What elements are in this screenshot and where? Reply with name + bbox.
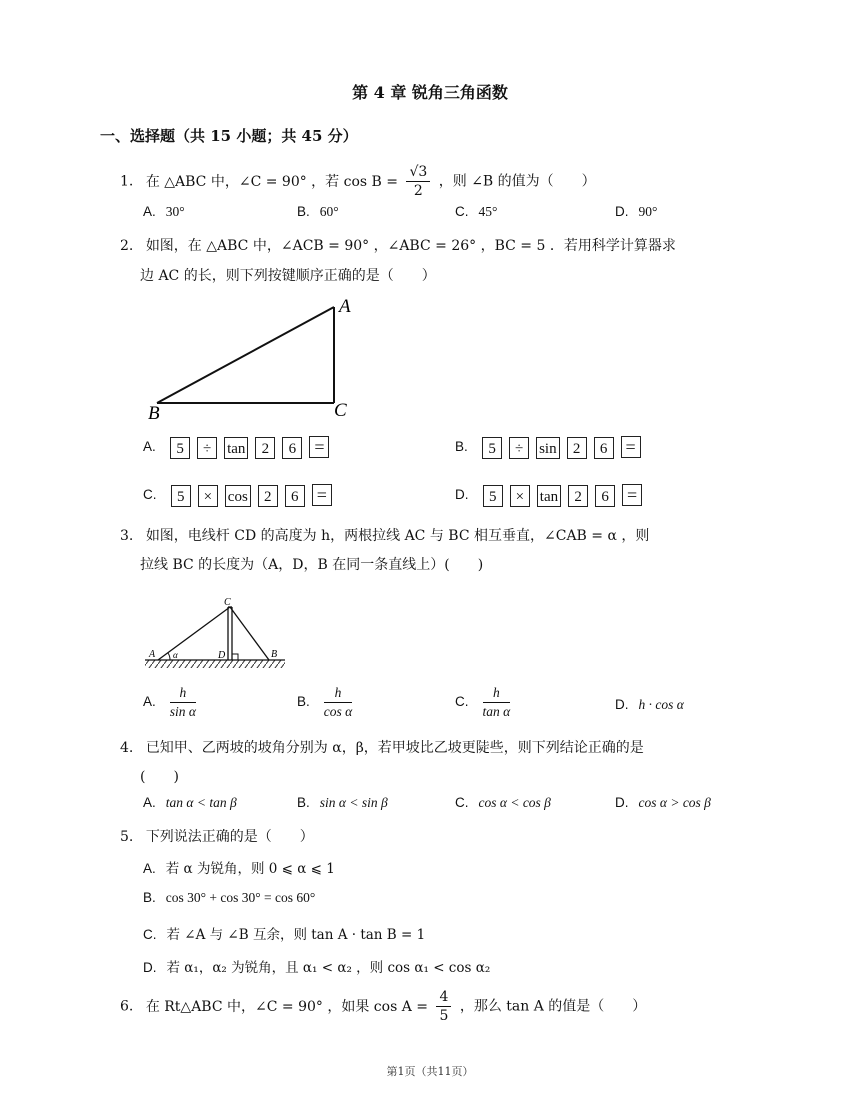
calculator-key: 6	[595, 485, 615, 507]
question-text: ，那么 tan A 的值是（ ）	[459, 998, 647, 1015]
label-b: B	[271, 649, 278, 660]
option-label: D.	[143, 960, 157, 975]
wire-bc	[230, 607, 269, 660]
fraction-numerator: h	[483, 684, 511, 703]
question-6	[120, 988, 646, 1025]
option-b[interactable]	[297, 795, 388, 811]
key-sequence	[171, 484, 339, 507]
option-label: C.	[455, 795, 469, 810]
option-text: tan α < tan β	[165, 795, 237, 810]
question-3	[120, 522, 649, 550]
option-label: B.	[297, 795, 310, 810]
calculator-key: cos	[225, 485, 251, 507]
question-text: 下列说法正确的是（ ）	[145, 829, 314, 845]
side-ab	[157, 307, 334, 403]
option-label: D.	[615, 204, 629, 219]
label-c: C	[224, 597, 231, 608]
option-c[interactable]	[143, 923, 425, 943]
calculator-key: =	[621, 436, 641, 458]
vertex-label-a: A	[339, 296, 351, 317]
option-text: cos 30° + cos 30° = cos 60°	[165, 890, 316, 905]
question-4	[120, 734, 644, 762]
option-label: C.	[455, 204, 469, 219]
angle-arc	[168, 653, 170, 660]
option-text: 90°	[638, 204, 658, 219]
question-number: 6.	[120, 998, 134, 1015]
vertex-label-b: B	[148, 403, 160, 424]
fraction-denominator: 2	[413, 183, 423, 199]
option-text: cos α < cos β	[478, 795, 551, 810]
option-text: sin α < sin β	[319, 795, 388, 810]
fraction	[406, 163, 430, 200]
question-text: 在 Rt△ABC 中，∠C = 90° ，如果 cos A =	[145, 998, 433, 1015]
section-heading: 一、选择题（共 15 小题；共 45 分）	[100, 127, 358, 145]
vertex-label-c: C	[334, 400, 347, 421]
fraction	[483, 684, 511, 721]
key-sequence	[483, 484, 649, 507]
option-b[interactable]	[143, 890, 315, 906]
question-3-line2: 拉线 BC 的长度为（A，D，B 在同一条直线上）( )	[140, 557, 484, 573]
label-a: A	[149, 649, 156, 660]
question-4-line2: ( )	[140, 769, 179, 785]
calculator-key: sin	[536, 437, 560, 459]
fraction-denominator: cos α	[323, 704, 353, 719]
option-text: cos α > cos β	[638, 795, 711, 810]
calculator-key: 5	[482, 437, 502, 459]
calculator-key: ÷	[509, 437, 529, 459]
option-d[interactable]	[615, 697, 684, 713]
option-label: A.	[143, 439, 156, 454]
calculator-key: tan	[224, 437, 248, 459]
question-text: 如图，电线杆 CD 的高度为 h，两根拉线 AC 与 BC 相互垂直，∠CAB = α ，则	[145, 528, 650, 544]
calculator-key: 2	[258, 485, 278, 507]
question-number: 3.	[120, 528, 134, 544]
option-c[interactable]	[455, 795, 551, 811]
option-text: 若 ∠A 与 ∠B 互余，则 tan A · tan B = 1	[166, 927, 426, 943]
option-text: h · cos α	[638, 697, 684, 712]
fraction-denominator: sin α	[169, 704, 196, 719]
option-d[interactable]	[615, 795, 711, 811]
chapter-title: 第 4 章 锐角三角函数	[352, 83, 508, 102]
option-label: D.	[455, 487, 469, 502]
question-text: 在 △ABC 中，∠C = 90° ，若 cos B =	[145, 173, 403, 190]
option-b[interactable]	[297, 204, 339, 220]
question-number: 2.	[120, 238, 134, 254]
calculator-key: ÷	[197, 437, 217, 459]
question-text: ，则 ∠B 的值为（ ）	[438, 173, 596, 190]
calculator-key: 6	[285, 485, 305, 507]
label-alpha: α	[173, 650, 178, 660]
fraction-numerator: √3	[406, 163, 430, 182]
option-label: B.	[297, 204, 310, 219]
key-sequence	[170, 436, 336, 459]
option-label: A.	[143, 795, 156, 810]
option-label: A.	[143, 204, 156, 219]
option-text: 若 α 为锐角，则 0 ⩽ α ⩽ 1	[165, 861, 335, 877]
fraction-numerator: 4	[436, 988, 451, 1007]
option-label: C.	[143, 927, 157, 942]
option-d[interactable]	[455, 484, 649, 507]
question-number: 1.	[120, 173, 134, 190]
option-b[interactable]	[297, 684, 356, 721]
option-text: 45°	[478, 204, 498, 219]
pole-figure	[140, 592, 290, 674]
option-text: 60°	[319, 204, 339, 219]
option-label: B.	[455, 439, 468, 454]
fraction	[324, 684, 352, 721]
label-d: D	[218, 650, 226, 661]
fraction-denominator: 5	[439, 1008, 449, 1024]
calculator-key: 5	[170, 437, 190, 459]
option-c[interactable]	[143, 484, 339, 507]
fraction	[170, 684, 196, 721]
fraction-numerator: h	[170, 684, 196, 703]
question-5	[120, 823, 314, 851]
option-a[interactable]	[143, 436, 336, 459]
question-2	[120, 232, 676, 260]
calculator-key: tan	[537, 485, 561, 507]
option-label: A.	[143, 694, 156, 709]
option-label: C.	[143, 487, 157, 502]
option-label: D.	[615, 697, 629, 712]
fraction	[436, 988, 451, 1025]
option-a[interactable]	[143, 795, 237, 811]
option-text: 若 α₁，α₂ 为锐角，且 α₁ < α₂ ，则 cos α₁ < cos α₂	[166, 960, 491, 976]
calculator-key: =	[309, 436, 329, 458]
option-a[interactable]	[143, 204, 185, 220]
option-b[interactable]	[455, 436, 648, 459]
option-label: D.	[615, 795, 629, 810]
option-label: C.	[455, 694, 469, 709]
calculator-key: ×	[198, 485, 218, 507]
option-label: A.	[143, 861, 156, 876]
option-d[interactable]	[143, 956, 490, 976]
right-angle-mark	[232, 654, 238, 660]
option-c[interactable]	[455, 684, 514, 721]
calculator-key: 2	[567, 437, 587, 459]
calculator-key: 2	[255, 437, 275, 459]
ground-hatching	[145, 660, 285, 668]
option-c[interactable]	[455, 204, 497, 220]
question-number: 5.	[120, 829, 134, 845]
question-text: 如图，在 △ABC 中，∠ACB = 90° ，∠ABC = 26° ，BC = 5 ．若用科学计算器求	[145, 238, 676, 254]
fraction-numerator: h	[324, 684, 352, 703]
option-text: 30°	[165, 204, 185, 219]
question-number: 4.	[120, 740, 134, 756]
calculator-key: ×	[510, 485, 530, 507]
calculator-key: =	[622, 484, 642, 506]
calculator-key: 5	[171, 485, 191, 507]
triangle-figure	[140, 292, 370, 424]
page-footer: 第1页（共11页）	[386, 1065, 474, 1078]
question-1	[120, 163, 596, 200]
option-a[interactable]	[143, 684, 200, 721]
calculator-key: =	[312, 484, 332, 506]
option-label: B.	[143, 890, 156, 905]
key-sequence	[482, 436, 648, 459]
calculator-key: 6	[594, 437, 614, 459]
calculator-key: 6	[282, 437, 302, 459]
question-2-line2: 边 AC 的长，则下列按键顺序正确的是（ ）	[140, 268, 436, 284]
option-d[interactable]	[615, 204, 657, 220]
option-label: B.	[297, 694, 310, 709]
fraction-denominator: tan α	[482, 704, 511, 719]
calculator-key: 5	[483, 485, 503, 507]
question-text: 已知甲、乙两坡的坡角分别为 α，β，若甲坡比乙坡更陡些，则下列结论正确的是	[145, 740, 644, 756]
option-a[interactable]	[143, 857, 335, 877]
calculator-key: 2	[568, 485, 588, 507]
